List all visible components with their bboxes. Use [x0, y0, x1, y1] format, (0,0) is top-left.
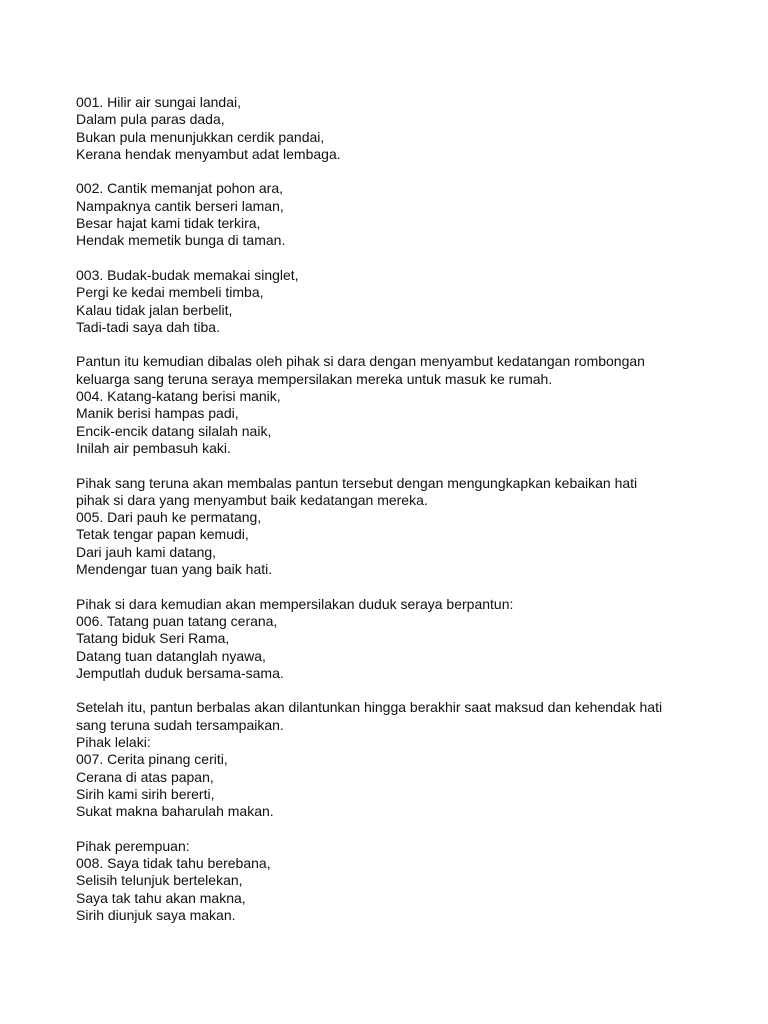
speaker-label: Pihak perempuan:	[76, 837, 190, 854]
text-line: Dari jauh kami datang,	[76, 543, 217, 560]
text-line: Tadi-tadi saya dah tiba.	[76, 318, 220, 335]
pantun-001	[76, 94, 736, 163]
text-line: Mendengar tuan yang baik hati.	[76, 561, 273, 578]
text-line: 007. Cerita pinang ceriti,	[76, 751, 228, 768]
text-line: Besar hajat kami tidak terkira,	[76, 215, 261, 232]
text-line: Saya tak tahu akan makna,	[76, 889, 246, 906]
text-line: Datang tuan datanglah nyawa,	[76, 647, 266, 664]
text-line: Tatang biduk Seri Rama,	[76, 630, 230, 647]
section-008	[76, 838, 736, 924]
speaker-label: Pihak lelaki:	[76, 733, 151, 750]
paragraph-line: Pihak sang teruna akan membalas pantun tersebut dengan mengungkapkan kebaikan hati	[76, 474, 638, 491]
paragraph-line: Setelah itu, pantun berbalas akan dilantunkan hingga berakhir saat maksud dan kehendak hati	[76, 699, 663, 716]
text-line: Sirih diunjuk saya makan.	[76, 906, 236, 923]
text-line: 008. Saya tidak tahu berebana,	[76, 855, 271, 872]
text-line: Jemputlah duduk bersama-sama.	[76, 664, 284, 681]
paragraph-line: keluarga sang teruna seraya mempersilakan mereka untuk masuk ke rumah.	[76, 370, 553, 387]
text-line: Nampaknya cantik berseri laman,	[76, 197, 284, 214]
section-005	[76, 475, 736, 579]
paragraph-line: sang teruna sudah tersampaikan.	[76, 716, 284, 733]
text-line: 004. Katang-katang berisi manik,	[76, 388, 281, 405]
section-006	[76, 596, 736, 682]
text-line: 006. Tatang puan tatang cerana,	[76, 612, 278, 629]
text-line: Sirih kami sirih bererti,	[76, 785, 215, 802]
section-004	[76, 353, 736, 457]
document-page	[76, 94, 736, 942]
paragraph-line: Pantun itu kemudian dibalas oleh pihak si dara dengan menyambut kedatangan rombongan	[76, 353, 645, 370]
text-line: Cerana di atas papan,	[76, 768, 214, 785]
pantun-003	[76, 267, 736, 336]
text-line: Bukan pula menunjukkan cerdik pandai,	[76, 128, 325, 145]
paragraph-line: pihak si dara yang menyambut baik kedatangan mereka.	[76, 491, 428, 508]
text-line: Manik berisi hampas padi,	[76, 405, 239, 422]
text-line: Pergi ke kedai membeli timba,	[76, 284, 264, 301]
paragraph-line: Pihak si dara kemudian akan mempersilakan duduk seraya berpantun:	[76, 595, 514, 612]
text-line: 001. Hilir air sungai landai,	[76, 94, 241, 110]
text-line: Hendak memetik bunga di taman.	[76, 232, 286, 249]
text-line: Tetak tengar papan kemudi,	[76, 526, 249, 543]
text-line: Kerana hendak menyambut adat lembaga.	[76, 145, 341, 162]
text-line: Sukat makna baharulah makan.	[76, 803, 274, 820]
text-line: 002. Cantik memanjat pohon ara,	[76, 180, 284, 197]
text-line: 005. Dari pauh ke permatang,	[76, 509, 262, 526]
text-line: 003. Budak-budak memakai singlet,	[76, 266, 299, 283]
section-007	[76, 699, 736, 820]
text-line: Inilah air pembasuh kaki.	[76, 439, 231, 456]
pantun-002	[76, 180, 736, 249]
text-line: Kalau tidak jalan berbelit,	[76, 301, 233, 318]
text-line: Encik-encik datang silalah naik,	[76, 422, 272, 439]
text-line: Selisih telunjuk bertelekan,	[76, 872, 243, 889]
text-line: Dalam pula paras dada,	[76, 111, 225, 128]
